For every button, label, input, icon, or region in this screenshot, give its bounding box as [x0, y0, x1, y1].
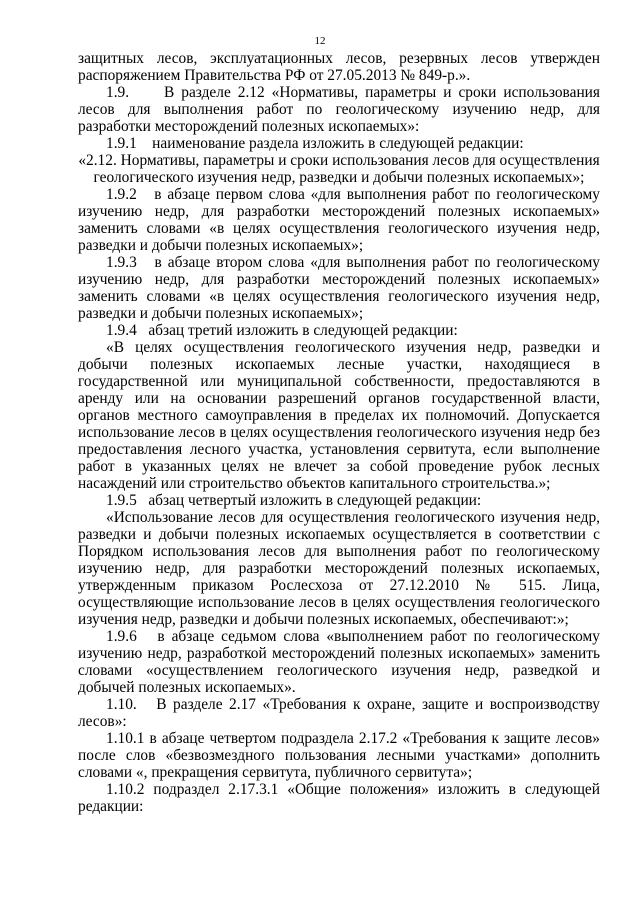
paragraph-1-9-1: 1.9.1 наименование раздела изложить в следующей редакции: — [106, 135, 524, 152]
paragraph-1-10-1: 1.10.1 в абзаце четвертом подраздела 2.17.2 «Требования к защите лесов» после слов «безвозмездного пользования лесными участками» дополнить словами «, прекращения сервитута, публичного сервитута»; — [78, 730, 600, 781]
paragraph-quote-third-abzac: «В целях осуществления геологического изучения недр, разведки и добычи полезных ископаемых лесные участки, находящиеся в государственной или муниципальной собственности, предоставляются в аренду или на основании разрешений органов государственной власти, органов местного самоуправления в пределах их полномочий. Допускается использование лесов в целях осуществления геологического изучения недр без предоставления лесного участка, установления сервитута, если выполнение работ в указанных целях не влечет за собой проведение рубок лесных насаждений или строительство объектов капитального строительства.»; — [78, 339, 600, 492]
paragraph-section-1-10: 1.10. В разделе 2.17 «Требования к охране, защите и воспроизводству лесов»: — [78, 696, 600, 730]
paragraph-1-9-3: 1.9.3 в абзаце втором слова «для выполнения работ по геологическому изучению недр, для разработки месторождений полезных ископаемых» заменить словами «в целях осуществления геологического изучения недр, разведки и добычи полезных ископаемых»; — [78, 254, 600, 322]
paragraph-1-9-2: 1.9.2 в абзаце первом слова «для выполнения работ по геологическому изучению недр, для разработки месторождений полезных ископаемых» заменить словами «в целях осуществления геологического изучения недр, разведки и добычи полезных ископаемых»; — [78, 186, 600, 254]
paragraph-1-9-6: 1.9.6 в абзаце седьмом слова «выполнением работ по геологическому изучению недр, разработкой месторождений полезных ископаемых» заменить словами «осуществлением геологического изучения недр, разведкой и добычей полезных ископаемых». — [78, 628, 600, 696]
paragraph-1-9-5: 1.9.5 абзац четвертый изложить в следующей редакции: — [106, 492, 482, 509]
paragraph-1: защитных лесов, эксплуатационных лесов, резервных лесов утвержден распоряжением Правительства РФ от 27.05.2013 № 849-р.». — [78, 50, 600, 84]
paragraph-section-title-2-12: «2.12. Нормативы, параметры и сроки использования лесов для осуществления геологического изучения недр, разведки и добычи полезных ископаемых»; — [78, 152, 600, 186]
page-number: 12 — [314, 35, 326, 47]
paragraph-1-9-4: 1.9.4 абзац третий изложить в следующей редакции: — [106, 322, 458, 339]
document-body — [78, 50, 600, 815]
paragraph-section-1-9: 1.9. В разделе 2.12 «Нормативы, параметры и сроки использования лесов для выполнения работ по геологическому изучению недр, для разработки месторождений полезных ископаемых»: — [78, 84, 600, 135]
paragraph-quote-fourth-abzac: «Использование лесов для осуществления геологического изучения недр, разведки и добычи полезных ископаемых осуществляется в соответствии с Порядком использования лесов для выполнения работ по геологическому изучению недр, для разработки месторождений полезных ископаемых, утвержденным приказом Рослесхоза от 27.12.2010 № 515. Лица, осуществляющие использование лесов в целях осуществления геологического изучения недр, разведки и добычи полезных ископаемых, обеспечивают:»; — [78, 509, 600, 628]
paragraph-1-10-2: 1.10.2 подраздел 2.17.3.1 «Общие положения» изложить в следующей редакции: — [78, 781, 600, 815]
